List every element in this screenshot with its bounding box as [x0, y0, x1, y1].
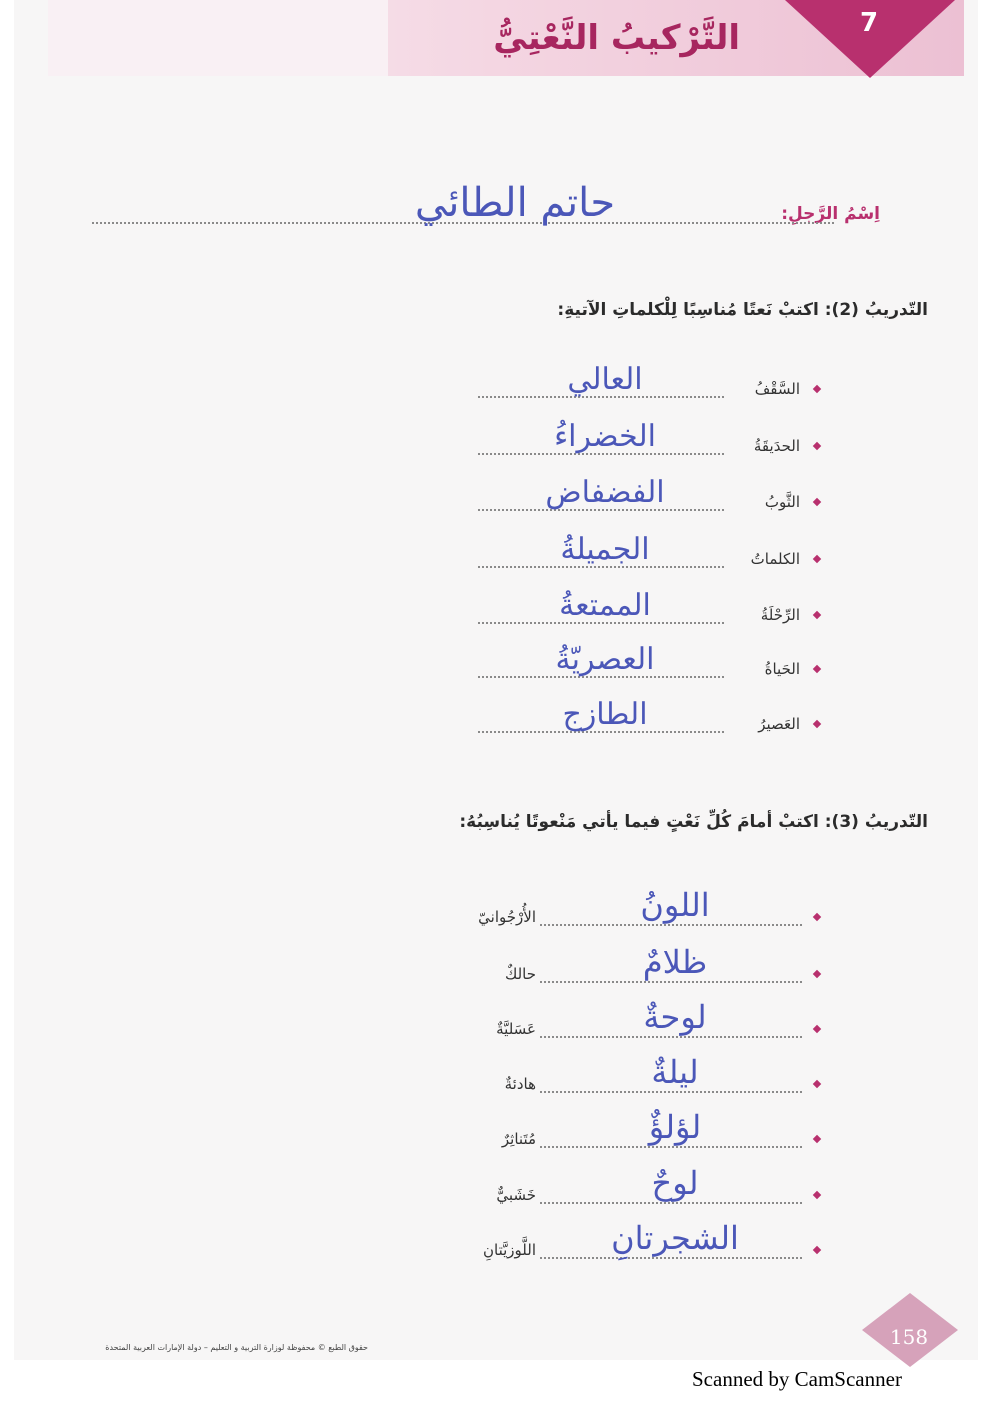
exercise3-word: هادئةٌ [504, 1075, 536, 1093]
exercise2-answer: الممتعةُ [559, 588, 651, 623]
answer-line [540, 1091, 802, 1093]
exercise3-answer: لؤلؤٌ [648, 1108, 702, 1146]
page-number: 158 [889, 1325, 929, 1349]
scanner-watermark: Scanned by CamScanner [692, 1367, 902, 1391]
exercise2-word: الرِّحْلَةُ [760, 606, 800, 624]
answer-line [540, 1257, 802, 1259]
exercise3-answer: لوحٌ [651, 1164, 699, 1202]
exercise2-answer: الطازج [562, 697, 648, 732]
exercise2-answer: الفضفاض [545, 475, 665, 510]
exercise3-word: عَسَليَّةٌ [496, 1020, 536, 1038]
answer-line [540, 1146, 802, 1148]
lesson-title: التَّرْكيبُ النَّعْتِيُّ [493, 18, 740, 58]
name-label: اِسْمُ الرَّجلِ: [781, 204, 880, 224]
exercise2-word: العَصيرُ [758, 715, 800, 733]
exercise3-word: خَشَبيٌّ [496, 1186, 536, 1204]
exercise3-heading: التّدريبُ (3): اكتبْ أمامَ كُلِّ نَعْتٍ فيما يأتي مَنْعوتًا يُناسِبُهُ: [459, 812, 928, 832]
exercise3-word: حالكٌ [504, 965, 536, 983]
copyright-note: حقوق الطبع © محفوظة لوزارة التربية و التعليم – دولة الإمارات العربية المتحدة [105, 1343, 368, 1352]
exercise2-answer: العصريّةُ [555, 642, 655, 677]
exercise3-word: اللَّوزيَّتانِ [483, 1241, 536, 1259]
exercise3-word: مُتَناثِرٌ [501, 1130, 536, 1148]
lesson-number: 7 [859, 8, 879, 38]
exercise2-heading: التّدريبُ (2): اكتبْ نَعتًا مُناسِبًا لِلْكلماتِ الآتيةِ: [557, 300, 928, 320]
exercise2-word: الحَياةُ [764, 660, 800, 678]
exercise3-answer: الشجرتانِ [611, 1219, 739, 1257]
exercise2-word: الكلماتُ [750, 550, 800, 568]
exercise3-answer: اللونُ [640, 886, 710, 924]
exercise2-word: السَّقْفُ [754, 380, 800, 398]
answer-line [540, 1036, 802, 1038]
exercise2-word: الثَّوبُ [764, 493, 800, 511]
answer-line [540, 1202, 802, 1204]
answer-line [540, 981, 802, 983]
exercise2-answer: الجميلةُ [560, 532, 650, 567]
exercise3-word: الأُرْجُوانيّ [478, 908, 536, 926]
exercise3-answer: ظلامٌ [642, 943, 708, 981]
exercise3-answer: لوحةٌ [643, 998, 707, 1036]
exercise3-answer: ليلةٌ [651, 1053, 699, 1091]
exercise2-answer: الخضراءُ [554, 419, 656, 454]
name-handwriting: حاتم الطائي [414, 180, 616, 226]
exercise2-word: الحدَيقَةُ [753, 437, 800, 455]
exercise2-answer: العالي [567, 362, 643, 397]
answer-line [540, 924, 802, 926]
